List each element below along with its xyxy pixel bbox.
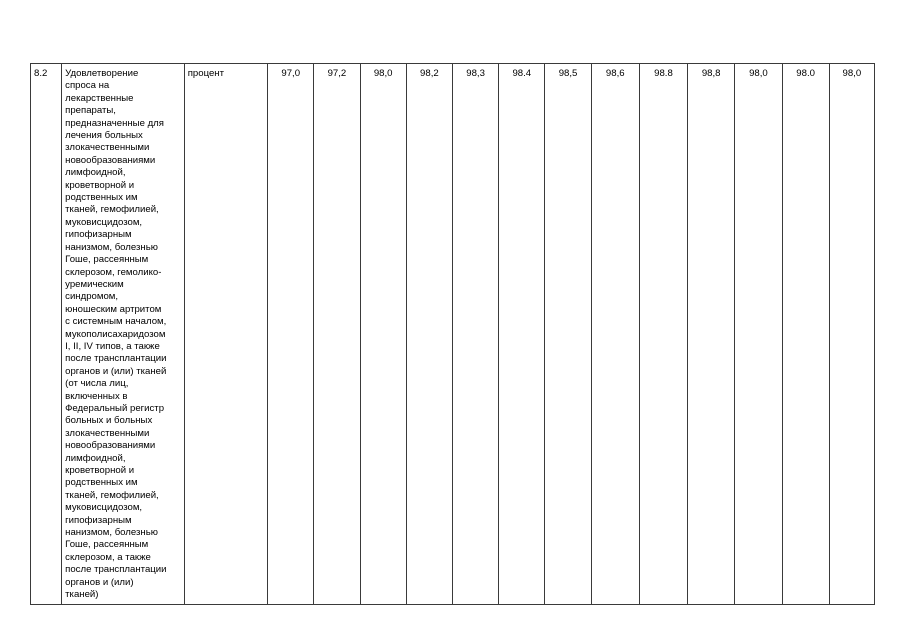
value-7: 98,5 (558, 68, 578, 79)
row-number: 8.2 (34, 68, 48, 79)
description-line: кроветворной и (65, 179, 135, 191)
description-line: юношеским артритом (65, 303, 162, 315)
description-line: Федеральный регистр (65, 402, 165, 414)
value-12: 98.0 (796, 68, 815, 79)
value-cell (782, 64, 829, 605)
value-cell (452, 64, 498, 605)
description-line: (от числа лиц, (65, 378, 129, 390)
value-cell (591, 64, 639, 605)
value-cell (545, 64, 591, 605)
description-line: тканей) (65, 589, 99, 601)
description-line: препараты, (65, 105, 116, 117)
description-line: предназначенные для (65, 117, 164, 129)
description-line: синдромом, (65, 291, 119, 303)
value-10: 98,8 (701, 68, 721, 79)
value-13: 98,0 (842, 68, 862, 79)
description-line: с системным началом, (65, 316, 167, 328)
description-line: злокачественными (65, 142, 150, 154)
description-line: лекарственные (65, 92, 134, 104)
description-line: родственных им (65, 192, 138, 204)
description-line: после трансплантации (65, 353, 167, 365)
value-2: 97,2 (327, 68, 347, 79)
value-1: 97,0 (281, 68, 301, 79)
description-line: новообразованиями (65, 440, 156, 452)
description-line: I, II, IV типов, а также (65, 340, 160, 352)
description-line: тканей, гемофилией, (65, 204, 159, 216)
description-line: лечения больных (65, 130, 143, 142)
description-line: нанизмом, болезнью (65, 527, 158, 539)
description-line: после трансплантации (65, 564, 167, 576)
description-line: лимфоидной, (65, 167, 126, 179)
description-line: спроса на (65, 80, 110, 92)
value-cell (406, 64, 452, 605)
value-cell (735, 64, 782, 605)
value-cell (268, 64, 314, 605)
value-4: 98,2 (420, 68, 439, 79)
description-line: включенных в (65, 390, 128, 402)
value-11: 98,0 (749, 68, 768, 79)
table-row (31, 64, 875, 605)
description-line: новообразованиями (65, 154, 156, 166)
description-line: больных и больных (65, 415, 153, 427)
value-cell (829, 64, 874, 605)
description-line: Гоше, рассеянным (65, 254, 149, 266)
description-line: злокачественными (65, 427, 150, 439)
description-line: тканей, гемофилией, (65, 489, 159, 501)
description-line: уремическим (65, 278, 124, 290)
value-8: 98,6 (605, 68, 625, 79)
value-cell (499, 64, 545, 605)
value-5: 98,3 (466, 68, 485, 79)
indicator-table (30, 63, 875, 605)
description-line: кроветворной и (65, 465, 135, 476)
description-line: Удовлетворение (65, 68, 139, 79)
description-line: органов и (или) тканей (65, 365, 167, 377)
unit-label: процент (187, 68, 224, 79)
description-line: гипофизарным (65, 229, 132, 241)
description-line: органов и (или) (65, 576, 134, 588)
value-3: 98,0 (373, 68, 393, 79)
description-line: мукополисахаридозом (65, 328, 166, 340)
value-cell (639, 64, 687, 605)
description-line: склерозом, а также (65, 551, 151, 563)
description-line: муковисцидозом, (65, 502, 143, 514)
row-number-cell (31, 64, 62, 605)
value-9: 98.8 (654, 68, 673, 79)
description-line: склерозом, гемолико- (65, 266, 162, 278)
description-line: родственных им (65, 477, 138, 489)
description-line: Гоше, рассеянным (65, 539, 149, 551)
description-line: гипофизарным (65, 514, 132, 526)
value-cell (688, 64, 735, 605)
description-line: лимфоидной, (65, 452, 126, 464)
value-6: 98.4 (512, 68, 532, 79)
value-cell (360, 64, 406, 605)
value-cell (314, 64, 360, 605)
indicator-description-cell (62, 64, 185, 605)
description-line: муковисцидозом, (65, 216, 143, 228)
unit-cell (184, 64, 267, 605)
indicator-description (65, 68, 181, 601)
description-line: нанизмом, болезнью (65, 241, 158, 253)
